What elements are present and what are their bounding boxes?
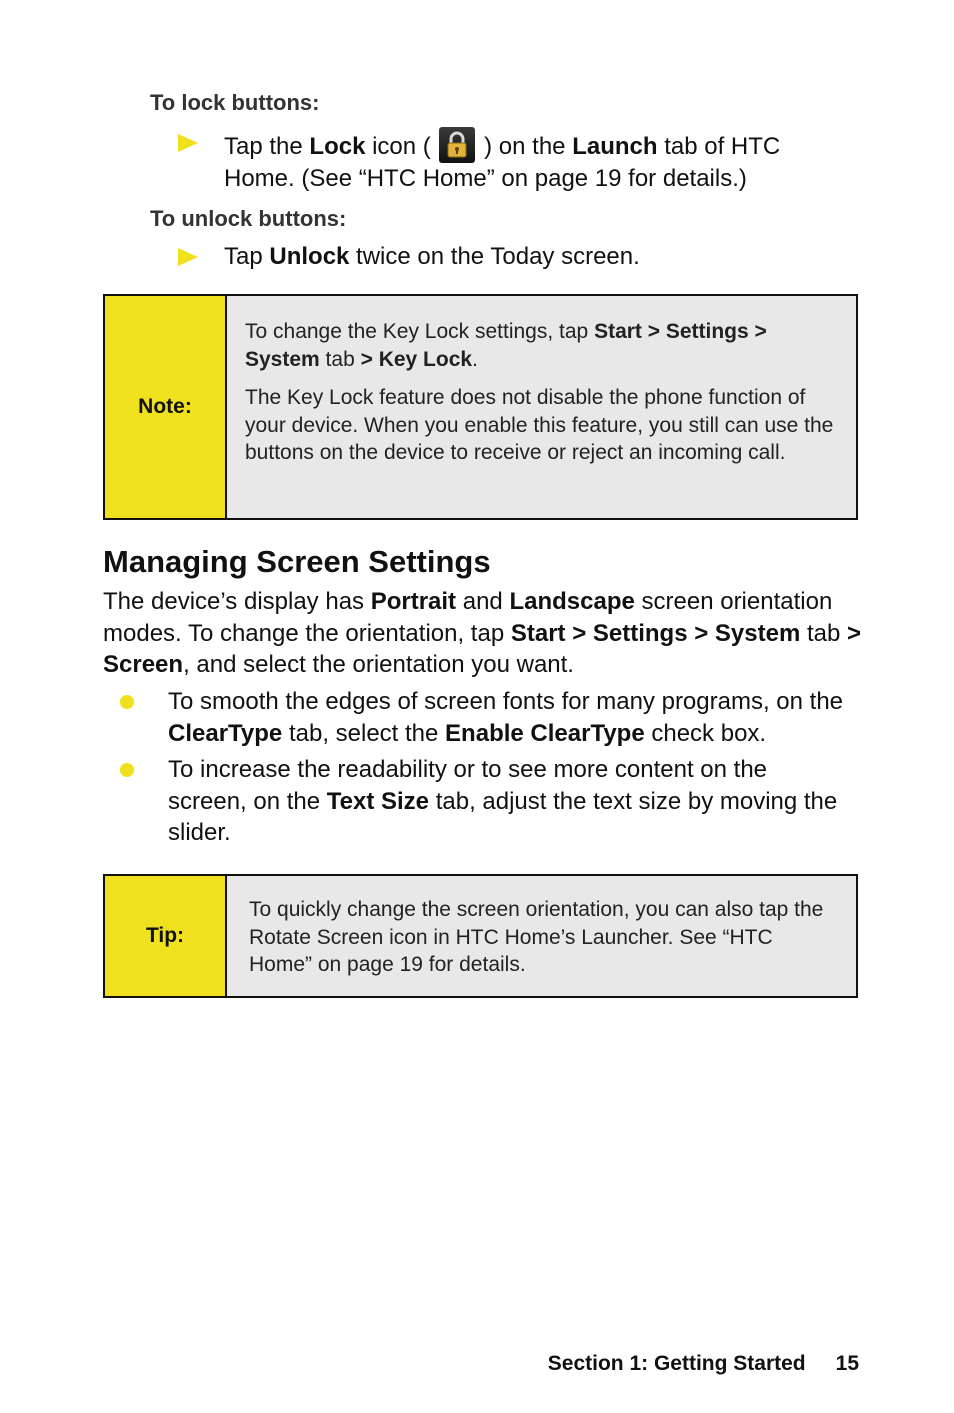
unlock-step (178, 241, 804, 273)
lock-step (178, 127, 804, 195)
note-box (103, 294, 858, 520)
note-paragraph: The Key Lock feature does not disable the phone function of your device. When you enable this feature, you still can use the buttons on the device to receive or reject an incoming call. (245, 386, 834, 464)
bullet-text: To increase the readability or to see more content on the screen, on the Text Size tab, adjust the text size by moving the slider. (168, 756, 838, 846)
unlock-step-text: Tap Unlock twice on the Today screen. (224, 243, 640, 270)
page-footer (548, 1352, 859, 1376)
tip-box (103, 874, 858, 998)
tip-label: Tip: (105, 876, 227, 996)
bullet-text: To smooth the edges of screen fonts for many programs, on the ClearType tab, select the Enable ClearType check box. (168, 688, 844, 747)
tip-body (227, 876, 856, 996)
arrow-bullet-icon (178, 134, 198, 152)
bullet-dot-icon (120, 763, 134, 777)
bullet-dot-icon (120, 695, 134, 709)
tip-text: To quickly change the screen orientation, you can also tap the Rotate Screen icon in HTC Home’s Launcher. See “HTC Home” on page 19 for details. (249, 898, 824, 976)
lock-icon (439, 127, 475, 163)
intro-paragraph: The device’s display has Portrait and Landscape screen orientation modes. To change the orientation, tap Start > Settings > System tab > Screen, and select the orientation you want. (103, 588, 862, 678)
unlock-buttons-heading: To unlock buttons: (150, 206, 347, 231)
bullet-item (120, 754, 848, 849)
note-paragraph: To change the Key Lock settings, tap Start > Settings > System tab > Key Lock. (245, 320, 767, 371)
arrow-bullet-icon (178, 248, 198, 266)
note-body (227, 296, 856, 518)
page-number: 15 (835, 1352, 859, 1375)
lock-step-text: Tap the Lock icon ( ) on the Launch tab of HTC Home. (See “HTC Home” on page 19 for details.) (224, 127, 804, 195)
note-label: Note: (105, 296, 227, 518)
section-heading: Managing Screen Settings (103, 544, 491, 579)
bullet-item (120, 686, 848, 749)
footer-section: Section 1: Getting Started (547, 1352, 806, 1375)
lock-buttons-heading: To lock buttons: (150, 90, 320, 115)
